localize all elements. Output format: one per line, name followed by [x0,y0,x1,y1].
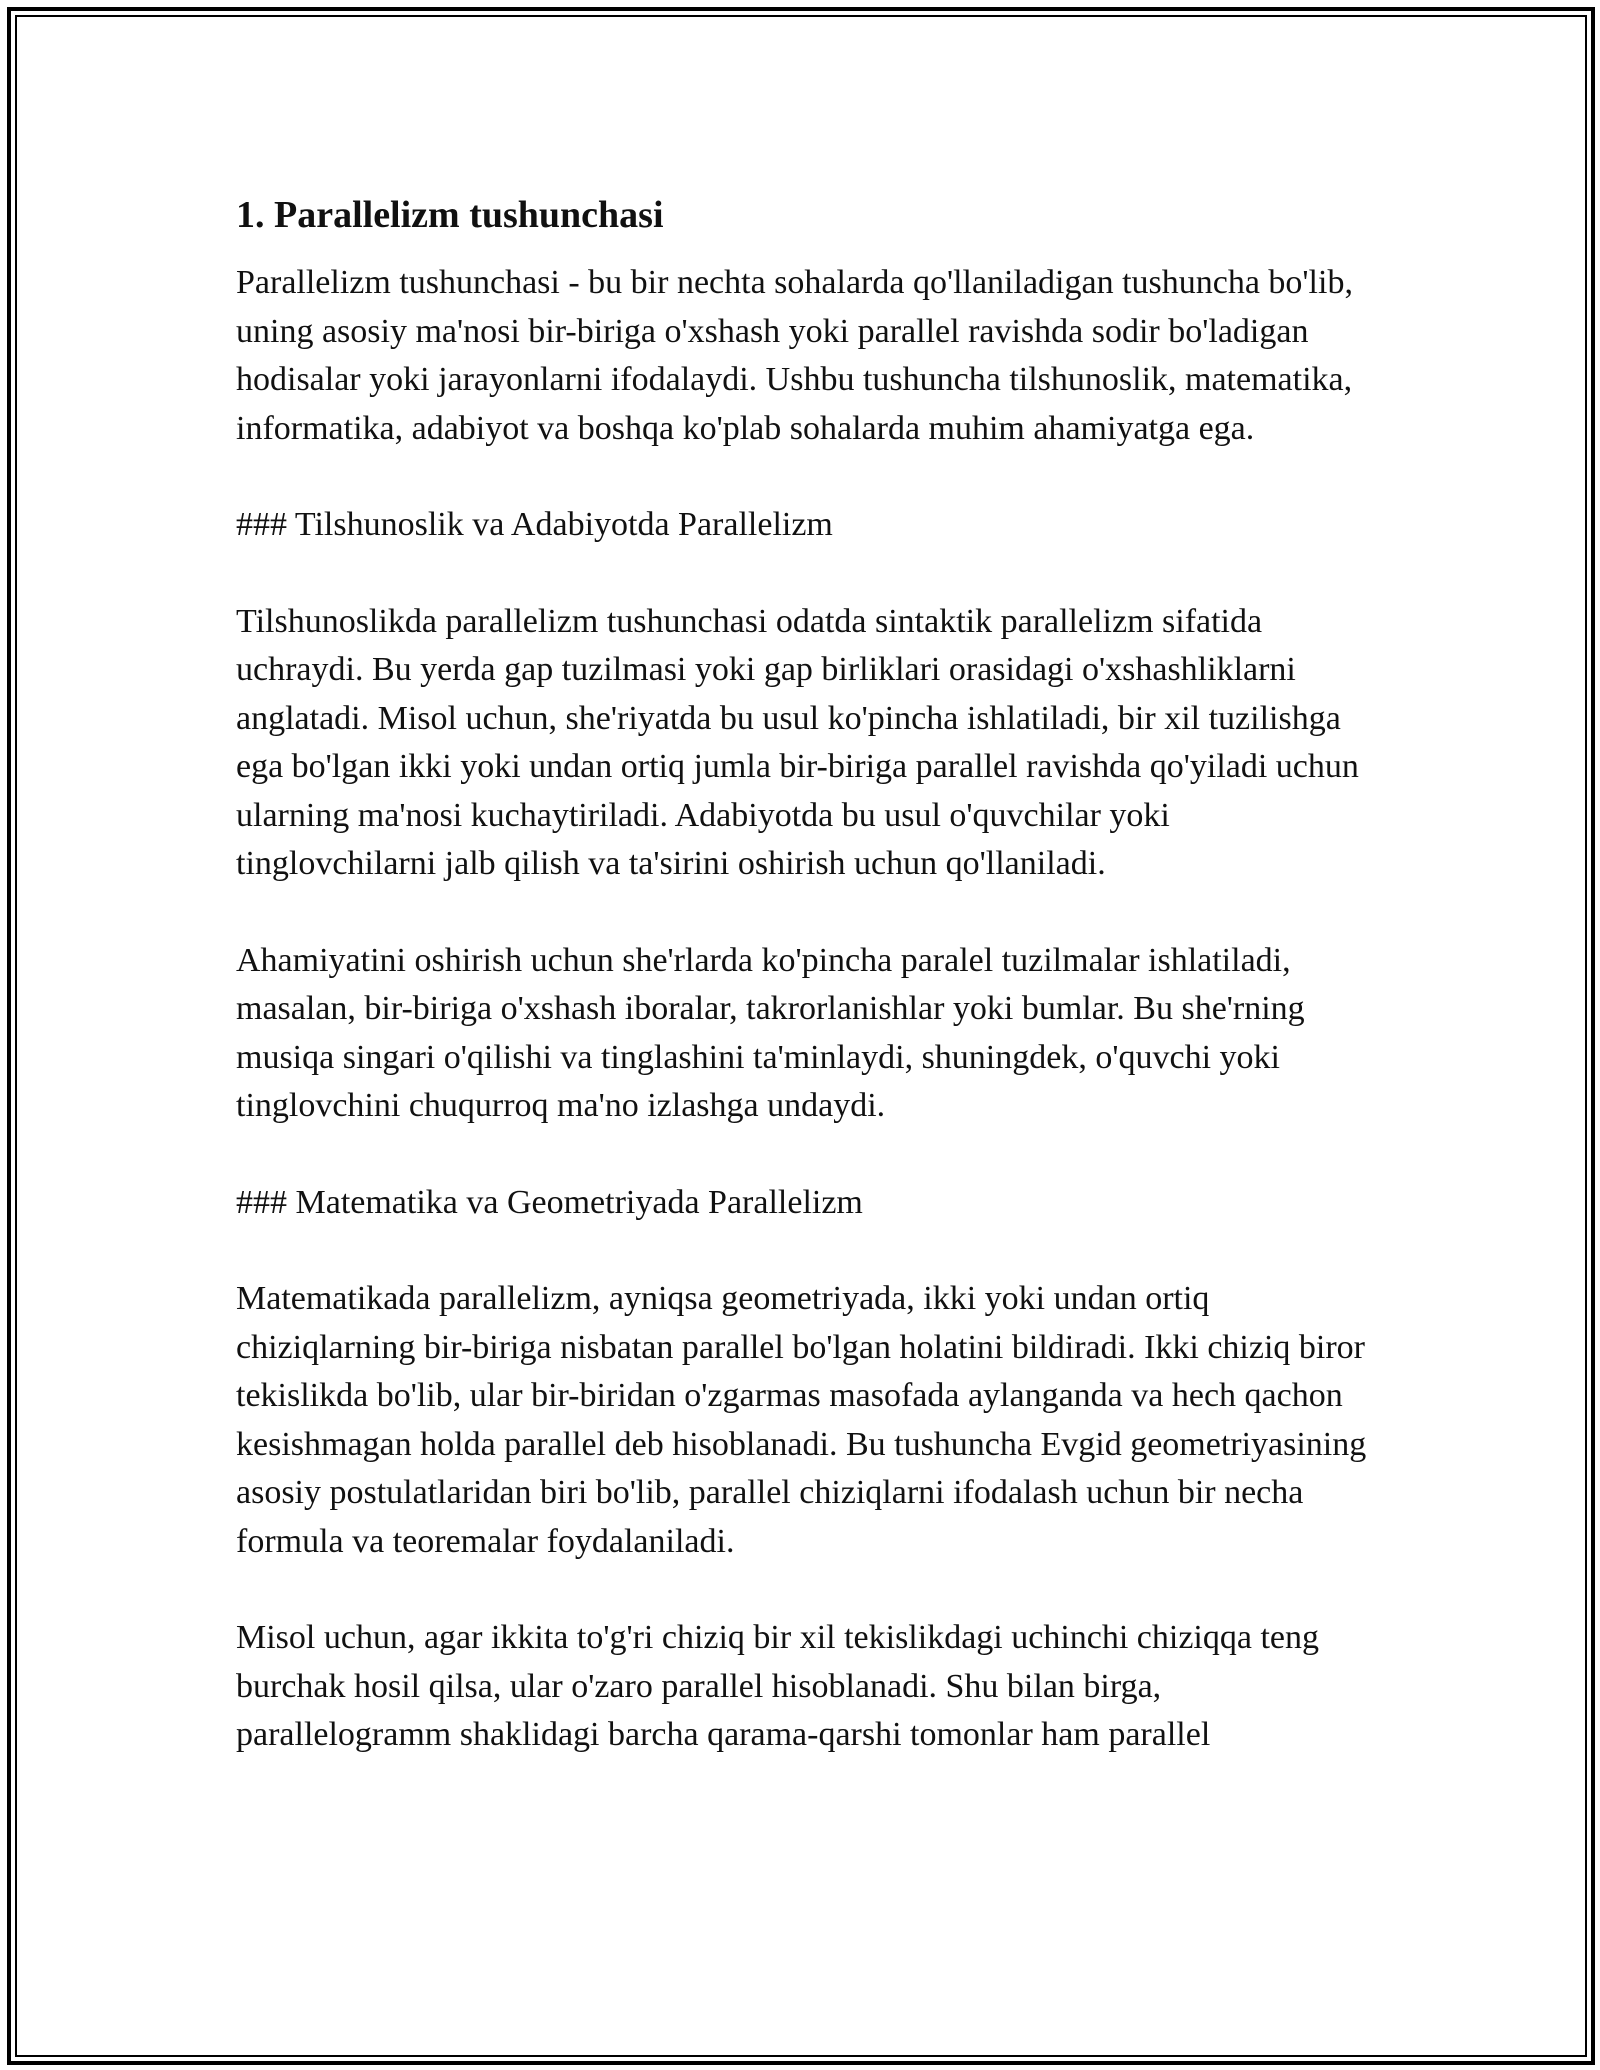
example-paragraph: Misol uchun, agar ikkita to'g'ri chiziq bir xil tekislikdagi uchinchi chiziqqa teng burchak hosil qilsa, ular o'zaro parallel hisoblanadi. Shu bilan birga, parallelogramm shaklidagi barcha qarama-qarshi tomonlar ham parallel [236,1619,1320,1753]
subheading-linguistics: ### Tilshunoslik va Adabiyotda Parallelizm [236,506,833,543]
section-heading: 1. Parallelizm tushunchasi [236,194,664,236]
subheading-mathematics: ### Matematika va Geometriyada Parallelizm [236,1183,863,1221]
intro-paragraph: Parallelizm tushunchasi - bu bir nechta sohalarda qo'llaniladigan tushuncha bo'lib, uning asosiy ma'nosi bir-biriga o'xshash yoki parallel ravishda sodir bo'ladigan hodisalar yoki jarayonlarni ifodalaydi. Ushbu tushuncha tilshunoslik, matematika, informatika, adabiyot va boshqa ko'plab sohalarda muhim ahamiyatga ega. [236,264,1353,447]
document-body [236,185,1376,1760]
poetry-paragraph: Ahamiyatini oshirish uchun she'rlarda ko'pincha paralel tuzilmalar ishlatiladi, masalan, bir-biriga o'xshash iboralar, takrorlanishlar yoki bumlar. Bu she'rning musiqa singari o'qilishi va tinglashini ta'minlaydi, shuningdek, o'quvchi yoki tinglovchini chuqurroq ma'no izlashga undaydi. [236,941,1305,1124]
mathematics-paragraph: Matematikada parallelizm, ayniqsa geometriyada, ikki yoki undan ortiq chiziqlarning bir-biriga nisbatan parallel bo'lgan holatini bildiradi. Ikki chiziq biror tekislikda bo'lib, ular bir-biridan o'zgarmas masofada aylanganda va hech qachon kesishmagan holda parallel deb hisoblanadi. Bu tushuncha Evgid geometriyasining asosiy postulatlaridan biri bo'lib, parallel chiziqlarni ifodalash uchun bir necha formula va teoremalar foydalaniladi. [236,1280,1367,1560]
linguistics-paragraph: Tilshunoslikda parallelizm tushunchasi odatda sintaktik parallelizm sifatida uchraydi. Bu yerda gap tuzilmasi yoki gap birliklari orasidagi o'xshashliklarni anglatadi. Misol uchun, she'riyatda bu usul ko'pincha ishlatiladi, bir xil tuzilishga ega bo'lgan ikki yoki undan ortiq jumla bir-biriga parallel ravishda qo'yiladi uchun ularning ma'nosi kuchaytiriladi. Adabiyotda bu usul o'quvchilar yoki tinglovchilarni jalb qilish va ta'sirini oshirish uchun qo'llaniladi. [236,602,1359,882]
